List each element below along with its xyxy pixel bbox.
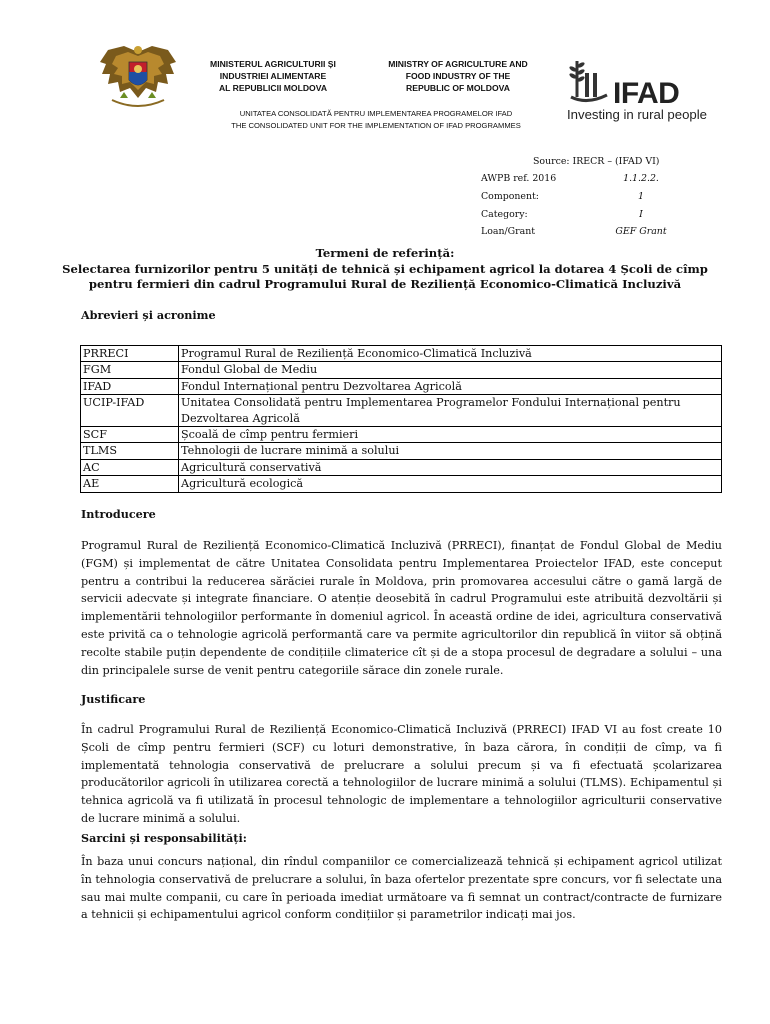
meta-row: Component: 1: [481, 190, 644, 202]
meta-row: Loan/Grant GEF Grant: [481, 226, 667, 238]
table-row: AC Agricultură conservativă: [81, 459, 722, 475]
ifad-wheat-icon: [567, 55, 611, 105]
meta-block: [481, 173, 681, 244]
unit-name: UNITATEA CONSOLIDATĂ PENTRU IMPLEMENTAREA PROGRAMELOR IFAD THE CONSOLIDATED UNIT FOR THE IMPLEMENTATION OF IFAD PROGRAMMES: [231, 109, 521, 130]
table-row: PRRECI Programul Rural de Reziliență Economico-Climatică Incluzivă: [81, 346, 722, 362]
ministry-name-en: MINISTRY OF AGRICULTURE AND FOOD INDUSTRY OF THE REPUBLIC OF MOLDOVA: [388, 59, 528, 93]
source-line: Source: IRECR – (IFAD VI): [533, 156, 660, 167]
abbreviations-heading: Abrevieri și acronime: [81, 308, 216, 322]
tasks-heading: Sarcini și responsabilități:: [81, 831, 247, 845]
ministry-name-ro: MINISTERUL AGRICULTURII ȘI INDUSTRIEI ALIMENTARE AL REPUBLICII MOLDOVA: [210, 59, 336, 93]
intro-paragraph: Programul Rural de Reziliență Economico-Climatică Incluzivă (PRRECI), finanțat de Fondul Global de Mediu (FGM) și implementat de către Unitatea Consolidata pentru Implementarea Proiectelor IFAD, este conceput pentru a contribui la reducerea sărăciei rurale în Moldova, prin promovarea accesului către o gamă largă de servicii adecvate și integrate financiare. O atenție deosebită în cadrul Programului este atribuită dezvoltării și implementării tehnologiilor performante în domeniul agricol. În această ordine de idei, agricultura conservativă este privită ca o tehnologie agricolă performantă care va permite agricultorilor din republică în viitor să obțină recolte stabile puțin dependente de condițiile climaterice cît și de a stopa procesul de degradare a solului – una din principalele surse de venit pentru categoriile sărace din zonele rurale.: [81, 539, 722, 677]
abbreviations-table: [80, 345, 722, 493]
coat-of-arms-icon: [98, 42, 178, 118]
meta-row: AWPB ref. 2016 1.1.2.2.: [481, 173, 659, 184]
meta-row: Category: I: [481, 208, 643, 220]
justification-heading: Justificare: [81, 692, 146, 706]
ifad-tagline: Investing in rural people: [567, 107, 708, 122]
tasks-paragraph: În baza unui concurs național, din rîndul companiilor ce comercializează tehnică și echipament agricol utilizat în tehnologia conservativă de prelucrare a solului, în baza ofertelor prezentate spre concurs, vor fi selectate una sau mai multe companii, cu care în perioada imediat următoare va fi semnat un contract/contracte de furnizare a tehnicii și echipamentului agricol conform condițiilor și parametrilor indicați mai jos.: [81, 855, 722, 922]
ifad-logo: [565, 55, 725, 130]
justification-paragraph: În cadrul Programului Rural de Reziliență Economico-Climatică Incluzivă (PRRECI) IFAD VI au fost create 10 Școli de cîmp pentru fermieri (SCF) cu loturi demonstrative, în baza cărora, în condiții de cîmp, va fi implementată tehnologia conservativă de prelucrare a solului precum și va fi efectuată școlarizarea producătorilor agricoli în utilizarea corectă a tehnologiilor de lucrare minimă a solului (TLMS). Echipamentul și tehnica agricolă va fi utilizată în procesul tehnologic de implementare a tehnologiilor agriculturii conservative de lucrare minimă a solului.: [81, 723, 722, 825]
ifad-logo-text: IFAD: [613, 77, 680, 110]
table-row: FGM Fondul Global de Mediu: [81, 362, 722, 378]
table-row: SCF Școală de cîmp pentru fermieri: [81, 427, 722, 443]
table-row: IFAD Fondul Internațional pentru Dezvoltarea Agricolă: [81, 378, 722, 394]
table-row: TLMS Tehnologii de lucrare minimă a solului: [81, 443, 722, 459]
document-title: Termeni de referință: Selectarea furnizorilor pentru 5 unități de tehnică și echipament agricol la dotarea 4 Școli de cîmp pentru fermieri din cadrul Programului Rural de Reziliență Economico-Climatică Incluzivă: [62, 246, 708, 292]
table-row: UCIP-IFAD Unitatea Consolidată pentru Implementarea Programelor Fondului Internațional pentru Dezvoltarea Agricolă: [81, 395, 722, 427]
table-row: AE Agricultură ecologică: [81, 476, 722, 492]
intro-heading: Introducere: [81, 507, 156, 521]
